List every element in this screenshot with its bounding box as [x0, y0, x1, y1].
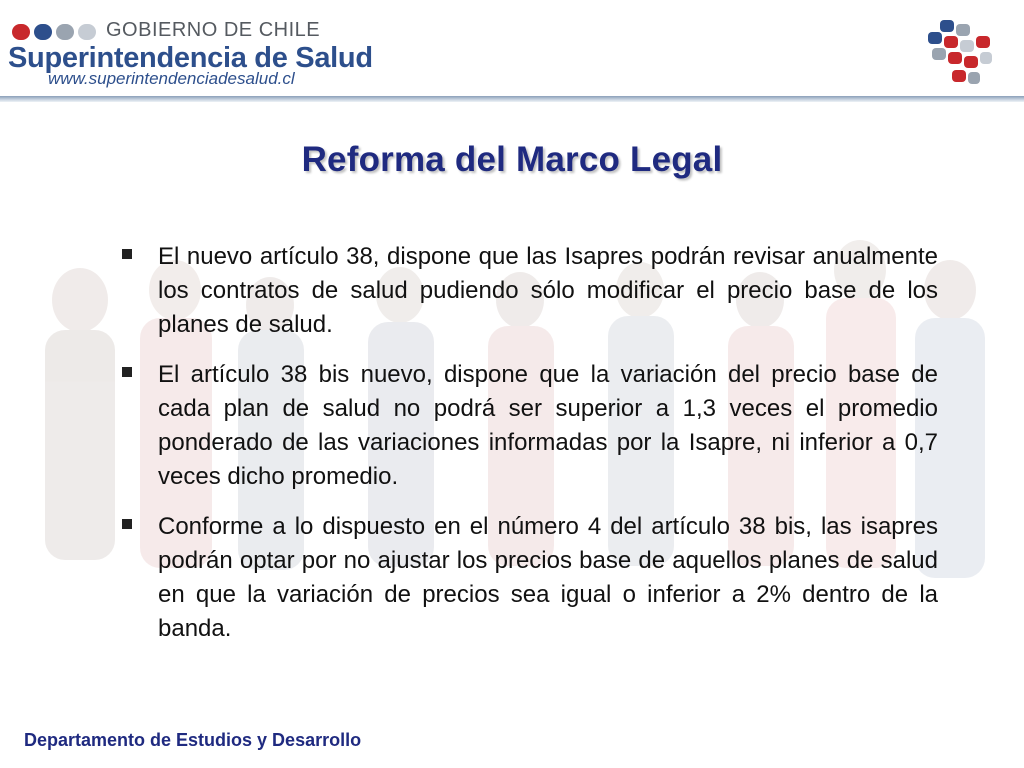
bullet-text: El nuevo artículo 38, dispone que las Isapres podrán revisar anualmente los contratos de salud pudiendo sólo modificar el precio base de los planes de salud. — [158, 243, 938, 338]
bullet-text: El artículo 38 bis nuevo, dispone que la variación del precio base de cada plan de salud no podrá ser superior a 1,3 veces el promedio ponderado de las variaciones informadas por la Isapre, ni inferior a 0,7 veces dicho promedio. — [158, 361, 938, 490]
header-divider — [0, 96, 1024, 102]
bullet-item — [118, 358, 938, 494]
square-bullet-icon — [122, 367, 132, 377]
government-label: GOBIERNO DE CHILE — [106, 19, 321, 41]
bullet-item — [118, 240, 938, 342]
slide-title: Reforma del Marco Legal — [301, 140, 723, 179]
square-bullet-icon — [122, 519, 132, 529]
bullet-item — [118, 510, 938, 646]
bullet-list — [118, 240, 938, 662]
chile-emblem-icon — [918, 18, 998, 88]
square-bullet-icon — [122, 249, 132, 259]
bullet-text: Conforme a lo dispuesto en el número 4 del artículo 38 bis, las isapres podrán optar por no ajustar los precios base de aquellos planes de salud en que la variación de precios sea igual o inferior a 2% dentro de la banda. — [158, 513, 938, 642]
website-url: www.superintendenciadesalud.cl — [48, 69, 295, 88]
dotted-logo-icon — [10, 20, 100, 44]
footer-department: Departamento de Estudios y Desarrollo — [24, 730, 362, 750]
organization-name: Superintendencia de Salud — [8, 42, 373, 74]
header — [0, 0, 1024, 96]
